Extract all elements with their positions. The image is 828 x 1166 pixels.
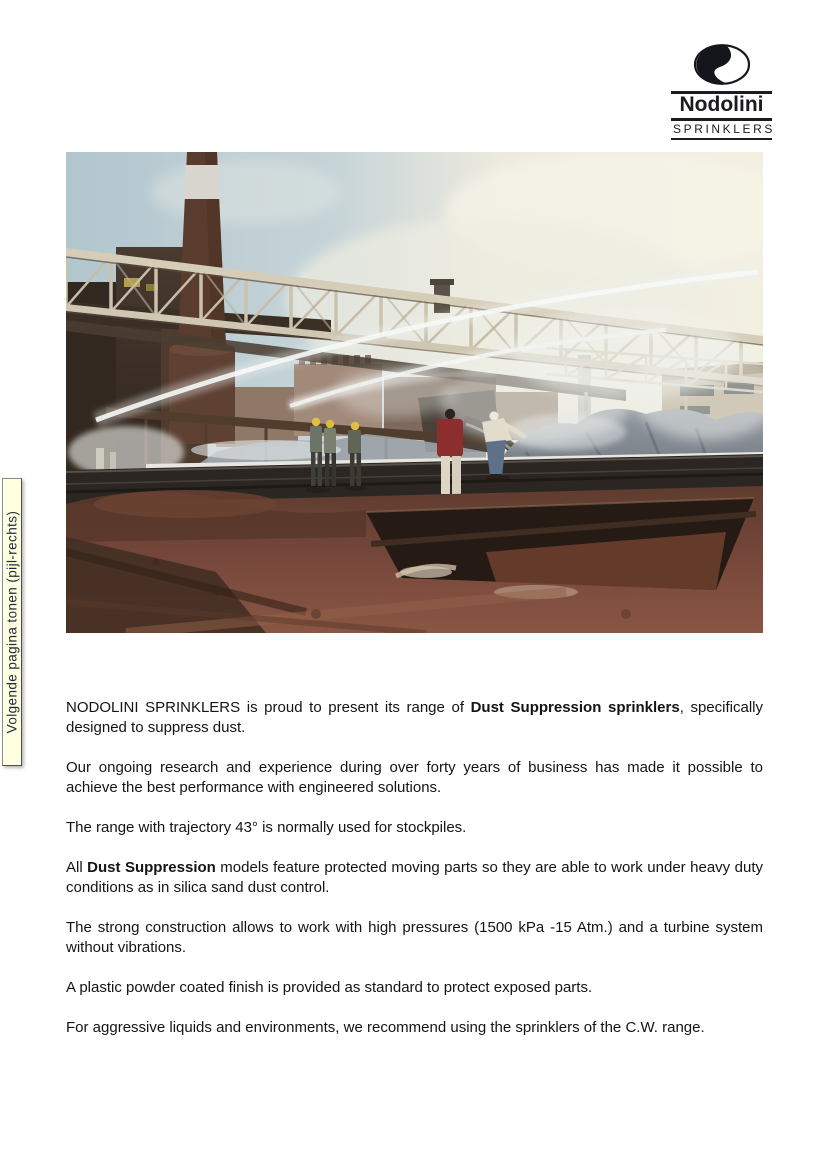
body-paragraph: The range with trajectory 43° is normally used for stockpiles. — [66, 819, 467, 836]
site-photo-art — [66, 152, 763, 633]
nodolini-logo — [671, 42, 776, 140]
logo-subtitle-text: SPRINKLERS — [671, 121, 772, 140]
next-page-tooltip — [2, 478, 22, 766]
nodolini-swirl-icon — [692, 42, 752, 87]
next-page-tooltip-label: Volgende pagina tonen (pijl-rechts) — [4, 510, 20, 734]
body-paragraph: Our ongoing research and experience during over forty years of business has made it possible to achieve the best performance with engineered solutions. — [66, 759, 763, 796]
body-paragraph: All Dust Suppression models feature protected moving parts so they are able to work under heavy duty conditions as in silica sand dust control. — [66, 859, 763, 896]
body-text — [66, 698, 763, 1058]
body-paragraph: NODOLINI SPRINKLERS is proud to present its range of Dust Suppression sprinklers, specifically designed to suppress dust. — [66, 699, 763, 736]
body-paragraph: The strong construction allows to work with high pressures (1500 kPa -15 Atm.) and a turbine system without vibrations. — [66, 919, 763, 956]
body-paragraph: A plastic powder coated finish is provided as standard to protect exposed parts. — [66, 979, 593, 996]
logo-brand-text: Nodolini — [671, 91, 772, 121]
site-photo — [66, 152, 763, 633]
body-paragraph: For aggressive liquids and environments, we recommend using the sprinklers of the C.W. range. — [66, 1019, 705, 1036]
